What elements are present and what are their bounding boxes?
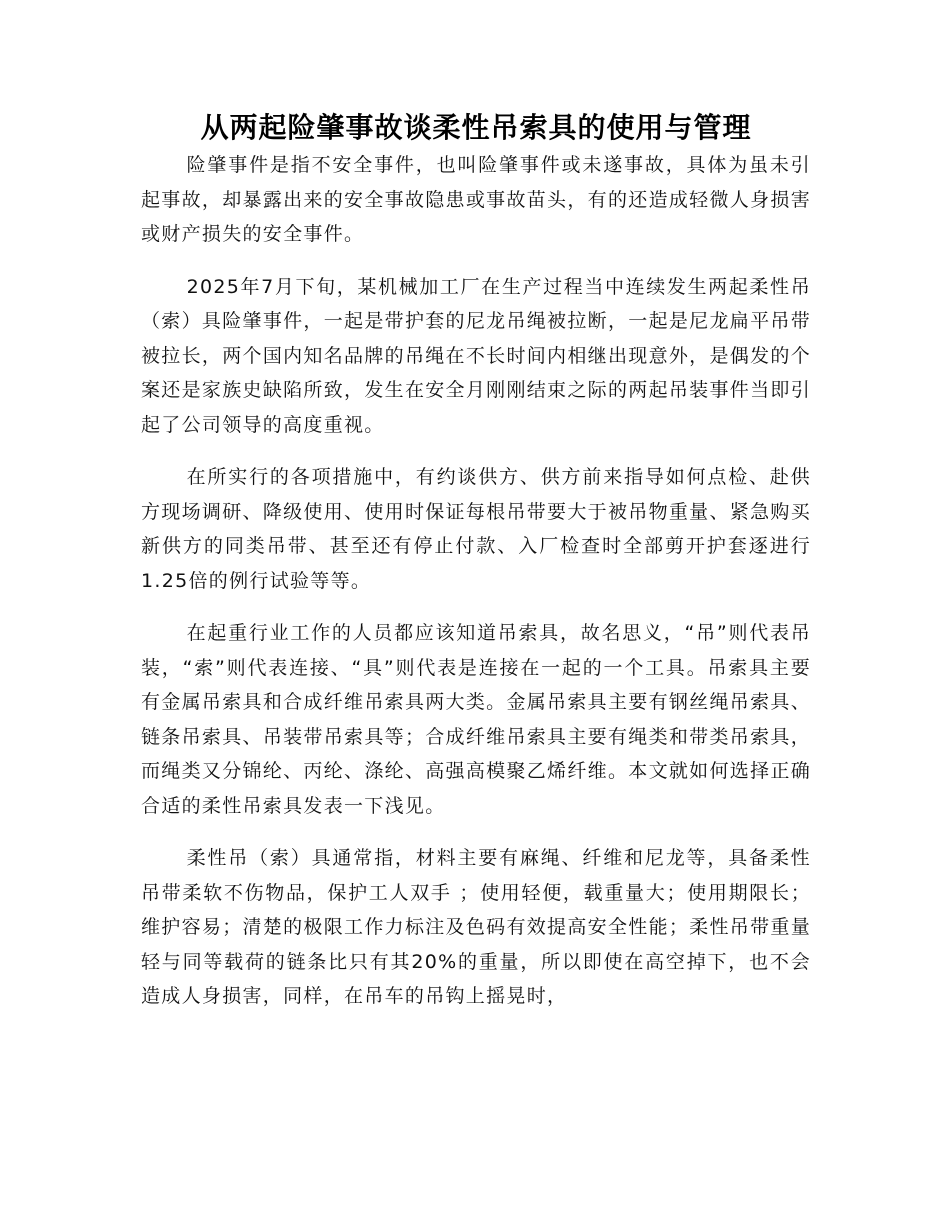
document-title: 从两起险肇事故谈柔性吊索具的使用与管理 <box>200 111 752 144</box>
paragraph-flexible-sling: 柔性吊（索）具通常指，材料主要有麻绳、纤维和尼龙等，具备柔性吊带柔软不伤物品，保护工人双手 ；使用轻便，载重量大；使用期限长；维护容易；清楚的极限工作力标注及色码有效提高安全性能；柔性吊带重量轻与同等载荷的链条比只有其20%的重量，所以即使在高空掉下，也不会造成人身损害，同样，在吊车的吊钩上摇晃时， <box>141 847 811 1007</box>
paragraph-sling-types: 在起重行业工作的人员都应该知道吊索具，故名思义，“吊”则代表吊装，“索”则代表连接、“具”则代表是连接在一起的一个工具。吊索具主要有金属吊索具和合成纤维吊索具两大类。金属吊索具主要有钢丝绳吊索具、链条吊索具、吊装带吊索具等；合成纤维吊索具主要有绳类和带类吊索具，而绳类又分锦纶、丙纶、涤纶、高强高模聚乙烯纤维。本文就如何选择正确合适的柔性吊索具发表一下浅见。 <box>141 622 811 817</box>
paragraph-definition: 险肇事件是指不安全事件，也叫险肇事件或未遂事故，具体为虽未引起事故，却暴露出来的安全事故隐患或事故苗头，有的还造成轻微人身损害或财产损失的安全事件。 <box>141 154 811 245</box>
document-page <box>141 108 811 1032</box>
paragraph-measures: 在所实行的各项措施中，有约谈供方、供方前来指导如何点检、赴供方现场调研、降级使用、使用时保证每根吊带要大于被吊物重量、紧急购买新供方的同类吊带、甚至还有停止付款、入厂检查时全部剪开护套逐进行1.25倍的例行试验等等。 <box>141 466 811 592</box>
paragraph-incident: 2025年7月下旬，某机械加工厂在生产过程当中连续发生两起柔性吊（索）具险肇事件，一起是带护套的尼龙吊绳被拉断，一起是尼龙扁平吊带被拉长，两个国内知名品牌的吊绳在不长时间内相继出现意外，是偶发的个案还是家族史缺陷所致，发生在安全月刚刚结束之际的两起吊装事件当即引起了公司领导的高度重视。 <box>141 275 811 436</box>
